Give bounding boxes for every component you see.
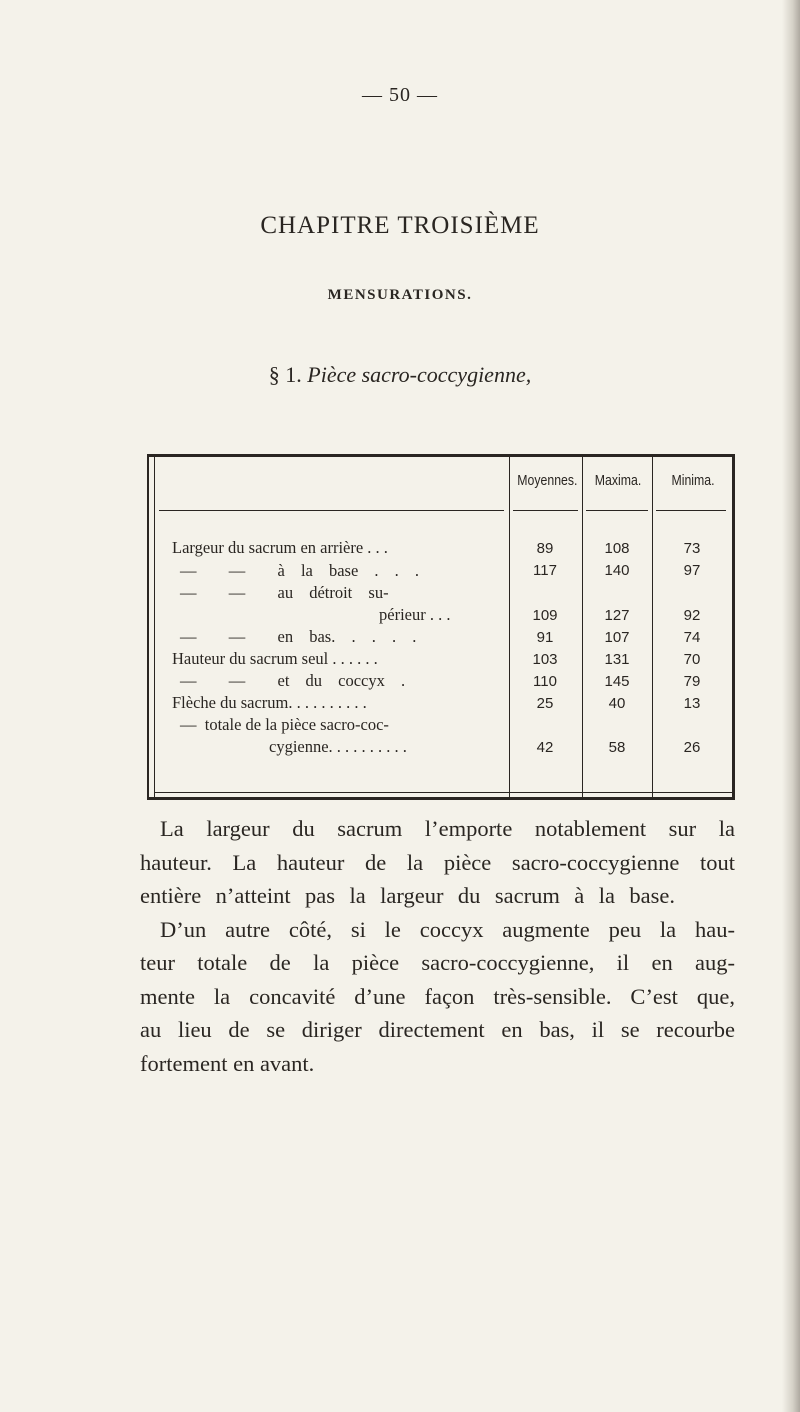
cell-minimum: 73 xyxy=(683,540,701,557)
row-label: Largeur du sacrum en arrière . . . xyxy=(172,538,388,557)
cell-maximum: 145 xyxy=(604,673,630,690)
paragraph-line: entière n’atteint pas la largeur du sacrum à la base. xyxy=(140,883,675,908)
cell-maximum: 40 xyxy=(608,695,626,712)
paragraph-line: teur totale de la pièce sacro-coccygienne, il en aug- xyxy=(140,950,735,975)
row-label: Hauteur du sacrum seul . . . . . . xyxy=(172,649,378,668)
row-label: périeur . . . xyxy=(379,605,451,624)
cell-minimum: 92 xyxy=(683,607,701,624)
table-col-rule-2 xyxy=(582,457,583,797)
table-inner-left-rule xyxy=(154,457,155,797)
cell-moyenne: 117 xyxy=(533,562,557,579)
row-label: — — au détroit su- xyxy=(180,583,389,602)
measurements-table xyxy=(147,454,735,800)
paragraph-line: fortement en avant. xyxy=(140,1050,315,1076)
cell-moyenne: 89 xyxy=(536,540,554,557)
cell-minimum: 26 xyxy=(683,739,701,756)
cell-maximum: 108 xyxy=(604,540,630,557)
cell-minimum: 74 xyxy=(683,629,701,646)
cell-maximum: 131 xyxy=(604,651,630,668)
page-number: — 50 — xyxy=(362,84,438,106)
cell-minimum: 13 xyxy=(683,695,701,712)
cell-minimum: 70 xyxy=(683,651,701,668)
section-title xyxy=(0,362,800,388)
row-label: Flèche du sacrum. . . . . . . . . . xyxy=(172,693,367,712)
table-col-rule-1 xyxy=(509,457,510,797)
cell-moyenne: 110 xyxy=(533,673,557,690)
cell-moyenne: 103 xyxy=(532,651,558,668)
paragraph-line: D’un autre côté, si le coccyx augmente peu la hau- xyxy=(160,916,735,942)
chapter-title: CHAPITRE TROISIÈME xyxy=(260,212,540,239)
body-paragraph xyxy=(140,812,735,1080)
cell-minimum: 97 xyxy=(683,562,701,579)
paragraph-line: hauteur. La hauteur de la pièce sacro-coccygienne tout xyxy=(140,849,735,875)
row-label: cygienne. . . . . . . . . . xyxy=(269,737,407,756)
row-label: — — à la base . . . xyxy=(180,561,420,580)
paragraph-line: La largeur du sacrum l’emporte notablement sur la xyxy=(160,816,735,841)
section-label: MENSURATIONS. xyxy=(327,287,473,303)
cell-maximum: 107 xyxy=(604,629,630,646)
paragraph-line: au lieu de se diriger directement en bas, il se recourbe xyxy=(140,1017,735,1042)
header-rule-maxima xyxy=(586,510,648,511)
header-maxima: Maxima. xyxy=(594,472,642,489)
cell-moyenne: 109 xyxy=(532,607,558,624)
section-title-text: Pièce sacro-coccygienne, xyxy=(307,362,532,387)
header-rule-label xyxy=(159,510,504,511)
table-col-rule-3 xyxy=(652,457,653,797)
header-rule-moyennes xyxy=(513,510,578,511)
row-label: — — et du coccyx . xyxy=(180,671,406,690)
header-moyennes: Moyennes. xyxy=(517,472,578,489)
cell-minimum: 79 xyxy=(683,673,701,690)
cell-moyenne: 42 xyxy=(536,739,554,756)
cell-maximum: 140 xyxy=(604,562,630,579)
header-minima: Minima. xyxy=(671,472,715,489)
cell-moyenne: 25 xyxy=(536,695,554,712)
row-label: — totale de la pièce sacro-coc- xyxy=(180,715,389,734)
header-rule-minima xyxy=(656,510,726,511)
cell-moyenne: 91 xyxy=(536,629,554,646)
cell-maximum: 127 xyxy=(604,607,630,624)
table-bottom-inner-rule xyxy=(154,792,732,793)
section-number: § 1. xyxy=(268,362,302,387)
paragraph-line: mente la concavité d’une façon très-sensible. C’est que, xyxy=(140,983,735,1009)
cell-maximum: 58 xyxy=(608,739,626,756)
row-label: — — en bas. . . . . xyxy=(180,627,417,646)
